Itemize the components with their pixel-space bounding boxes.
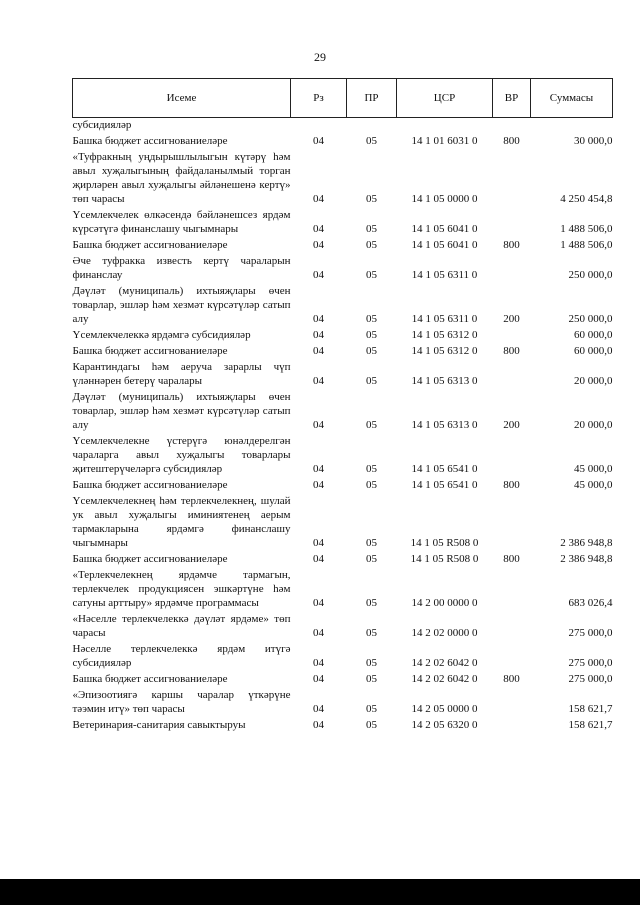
cell-pr: 05 [366,597,377,609]
cell-sum [531,118,613,135]
table-row [73,478,613,494]
cell-name: Үсемлекчелекне үстерүгә юнәлдерелгән чараларга авыл хуҗалыгы товарлары җитештерүчеләргә субсидияләр [72,435,291,475]
cell-sum: 60 000,0 [574,345,613,357]
cell-vr [493,360,531,390]
cell-sum: 2 386 948,8 [560,553,613,565]
cell-sum: 1 488 506,0 [560,223,613,235]
cell-pr: 05 [366,329,377,341]
cell-csr: 14 1 05 6312 0 [411,345,478,357]
cell-csr: 14 1 05 6312 0 [411,329,478,341]
cell-name: Башка бюджет ассигнованиеләре [72,479,228,491]
budget-table [72,78,613,734]
cell-name: Башка бюджет ассигнованиеләре [72,673,228,685]
cell-csr: 14 1 05 6311 0 [411,269,478,281]
cell-vr [493,612,531,642]
cell-name: «Нәселле терлекчелеккә дәүләт ярдәме» төп чарасы [72,613,291,639]
cell-vr [493,208,531,238]
cell-pr: 05 [366,239,377,251]
cell-csr [397,118,493,135]
cell-csr: 14 1 05 R508 0 [410,537,479,549]
cell-sum: 60 000,0 [574,329,613,341]
cell-sum: 20 000,0 [574,419,613,431]
cell-sum: 45 000,0 [574,479,613,491]
table-row [73,360,613,390]
cell-csr: 14 1 05 6041 0 [411,223,478,235]
cell-csr: 14 1 05 6313 0 [411,419,478,431]
cell-rz: 04 [313,597,324,609]
cell-name: Башка бюджет ассигнованиеләре [72,135,228,147]
table-row [73,552,613,568]
cell-pr: 05 [366,703,377,715]
cell-name: Башка бюджет ассигнованиеләре [72,345,228,357]
table-row [73,150,613,208]
cell-rz: 04 [313,345,324,357]
cell-vr: 800 [503,673,520,685]
cell-rz: 04 [313,673,324,685]
cell-csr: 14 1 05 6313 0 [411,375,478,387]
cell-csr: 14 2 00 0000 0 [411,597,478,609]
cell-vr: 800 [503,239,520,251]
cell-csr: 14 1 05 0000 0 [411,193,478,205]
cell-rz: 04 [313,719,324,731]
cell-rz: 04 [313,537,324,549]
cell-rz: 04 [313,463,324,475]
cell-pr: 05 [366,419,377,431]
cell-rz: 04 [313,269,324,281]
cell-pr: 05 [366,269,377,281]
cell-sum: 275 000,0 [568,673,613,685]
cell-vr [493,718,531,734]
header-sum: Суммасы [531,79,613,118]
cell-vr [493,434,531,478]
cell-rz: 04 [313,419,324,431]
table-row [73,718,613,734]
cell-rz: 04 [313,553,324,565]
cell-vr: 800 [503,479,520,491]
cell-vr [493,118,531,135]
cell-rz: 04 [313,627,324,639]
cell-sum: 250 000,0 [568,313,613,325]
cell-csr: 14 1 05 6311 0 [411,313,478,325]
cell-rz: 04 [313,223,324,235]
cell-sum: 158 621,7 [568,703,613,715]
cell-name: «Туфракның уңдырышлылыгын күтәрү һәм авыл хуҗалыгының файдаланылмый торган җирләрен авыл хуҗалыгы әйләнешенә кертү» төп чарасы [72,151,291,205]
cell-pr: 05 [366,719,377,731]
page-number: 29 [314,50,326,64]
cell-rz [291,118,347,135]
cell-rz: 04 [313,479,324,491]
cell-csr: 14 1 05 6541 0 [411,479,478,491]
cell-pr: 05 [366,375,377,387]
cell-csr: 14 2 05 0000 0 [411,703,478,715]
cell-vr: 200 [503,313,520,325]
table-row [73,118,613,135]
table-row [73,434,613,478]
cell-csr: 14 1 01 6031 0 [411,135,478,147]
cell-csr: 14 2 02 6042 0 [411,657,478,669]
cell-rz: 04 [313,657,324,669]
table-row [73,134,613,150]
cell-name: Әче туфракка известь кертү чараларын финанслау [72,255,291,281]
cell-pr: 05 [366,657,377,669]
cell-pr: 05 [366,673,377,685]
table-row [73,328,613,344]
cell-vr: 800 [503,345,520,357]
header-pr: ПР [347,79,397,118]
cell-rz: 04 [313,239,324,251]
cell-name: Үсемлекчелекнең һәм терлекчелекнең, шулай ук авыл хуҗалыгы иминиятенең аерым тармакларына ярдәмгә финанслашу чыгымнары [72,495,291,549]
cell-vr [493,254,531,284]
cell-csr: 14 1 05 6041 0 [411,239,478,251]
table-row [73,612,613,642]
cell-name: Башка бюджет ассигнованиеләре [72,239,228,251]
cell-name: Нәселле терлекчелеккә ярдәм итүгә субсидияләр [72,643,291,669]
table-row [73,390,613,434]
cell-name: субсидияләр [72,119,132,131]
cell-rz: 04 [313,375,324,387]
cell-vr: 200 [503,419,520,431]
header-vr: ВР [493,79,531,118]
table-row [73,642,613,672]
cell-sum: 275 000,0 [568,657,613,669]
table-row [73,672,613,688]
table-row [73,688,613,718]
cell-pr: 05 [366,463,377,475]
cell-name: Дәүләт (муниципаль) ихтыяҗлары өчен товарлар, эшләр һәм хезмәт күрсәтүләр сатып алу [72,391,291,431]
cell-csr: 14 2 02 6042 0 [411,673,478,685]
header-rz: Рз [291,79,347,118]
cell-vr [493,688,531,718]
cell-name: «Эпизоотиягә каршы чаралар үткәрүне тәэмин итү» төп чарасы [72,689,291,715]
cell-rz: 04 [313,329,324,341]
cell-name: Дәүләт (муниципаль) ихтыяҗлары өчен товарлар, эшләр һәм хезмәт күрсәтүләр сатып алу [72,285,291,325]
cell-pr: 05 [366,313,377,325]
cell-sum: 20 000,0 [574,375,613,387]
cell-vr [493,328,531,344]
cell-vr [493,642,531,672]
table-body [73,118,613,735]
table-row [73,238,613,254]
cell-pr: 05 [366,135,377,147]
cell-name: Карантиндагы һәм аеруча зарарлы чүп үләннәрен бетерү чаралары [72,361,291,387]
cell-vr [493,150,531,208]
scan-bottom-edge [0,879,640,905]
cell-vr [493,494,531,552]
cell-name: Ветеринария-санитария савыктыруы [72,719,246,731]
cell-name: Башка бюджет ассигнованиеләре [72,553,228,565]
cell-name: Үсемлекчелеккә ярдәмгә субсидияләр [72,329,251,341]
cell-pr [347,118,397,135]
table-header-row [73,79,613,118]
cell-vr: 800 [503,135,520,147]
cell-rz: 04 [313,193,324,205]
cell-csr: 14 1 05 R508 0 [410,553,479,565]
cell-pr: 05 [366,345,377,357]
cell-pr: 05 [366,627,377,639]
cell-pr: 05 [366,479,377,491]
table-row [73,494,613,552]
cell-sum: 275 000,0 [568,627,613,639]
cell-csr: 14 2 02 0000 0 [411,627,478,639]
cell-sum: 683 026,4 [568,597,613,609]
cell-vr: 800 [503,553,520,565]
cell-vr [493,568,531,612]
table-row [73,208,613,238]
cell-pr: 05 [366,223,377,235]
cell-sum: 45 000,0 [574,463,613,475]
cell-sum: 250 000,0 [568,269,613,281]
cell-name: «Терлекчелекнең ярдәмче тармагын, терлекчелек продукциясен эшкәртүне һәм сатуны арттыру» ярдәмче программасы [72,569,291,609]
cell-sum: 2 386 948,8 [560,537,613,549]
cell-pr: 05 [366,537,377,549]
cell-csr: 14 1 05 6541 0 [411,463,478,475]
header-csr: ЦСР [397,79,493,118]
cell-sum: 1 488 506,0 [560,239,613,251]
cell-rz: 04 [313,313,324,325]
table-row [73,284,613,328]
cell-sum: 158 621,7 [568,719,613,731]
cell-pr: 05 [366,553,377,565]
cell-sum: 30 000,0 [574,135,613,147]
cell-rz: 04 [313,135,324,147]
cell-rz: 04 [313,703,324,715]
header-name: Исеме [73,79,291,118]
cell-sum: 4 250 454,8 [560,193,613,205]
table-row [73,344,613,360]
cell-name: Үсемлекчелек өлкәсендә бәйләнешсез ярдәм күрсәтүгә финанслашу чыгымнары [72,209,291,235]
cell-csr: 14 2 05 6320 0 [411,719,478,731]
table-row [73,568,613,612]
cell-pr: 05 [366,193,377,205]
table-row [73,254,613,284]
